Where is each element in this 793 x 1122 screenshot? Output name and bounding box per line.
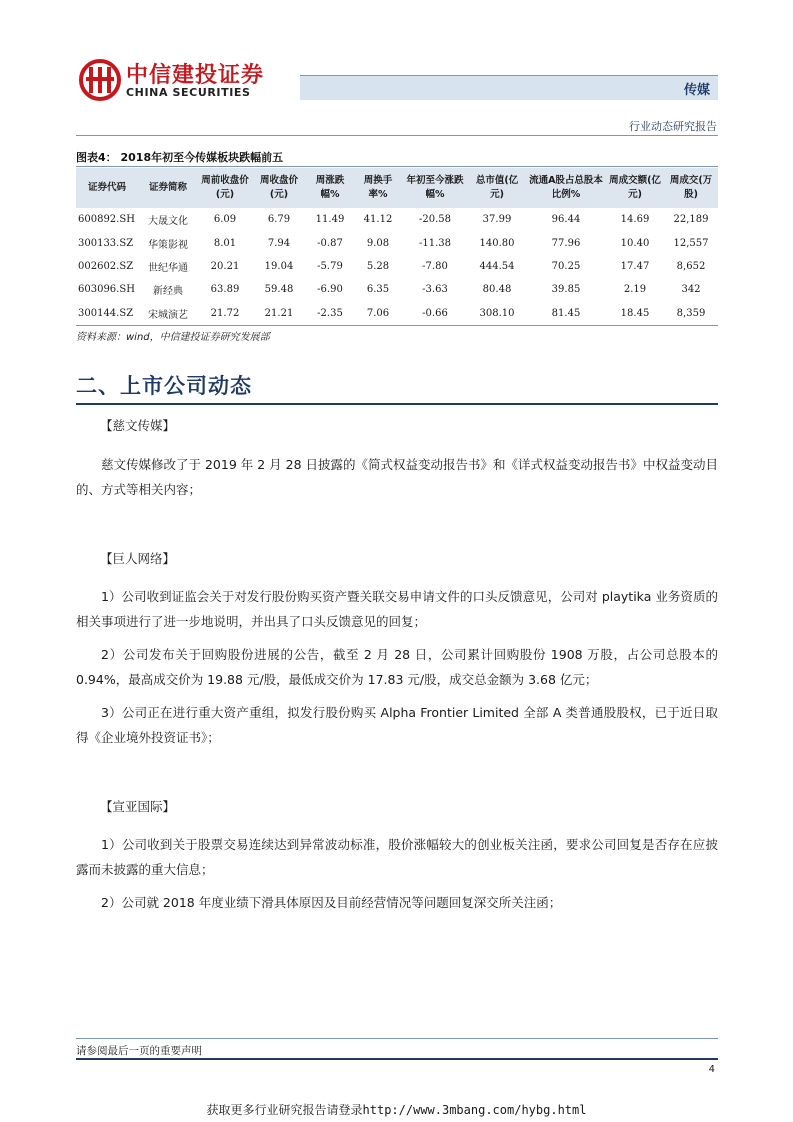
report-type: 行业动态研究报告 bbox=[629, 120, 717, 133]
logo-english-name: CHINA SECURITIES bbox=[126, 86, 251, 99]
column-header: 流通A股占总股本比例% bbox=[529, 175, 603, 200]
table-cell: 8.01 bbox=[213, 237, 237, 249]
table-cell: 20.21 bbox=[210, 260, 240, 272]
figure-source: 资料来源：wind，中信建投证券研究发展部 bbox=[76, 332, 270, 343]
table-cell: 8,359 bbox=[676, 307, 706, 319]
table-cell: -11.38 bbox=[418, 237, 451, 249]
logo-chinese-name: 中信建投证券 bbox=[126, 63, 265, 88]
page-number: 4 bbox=[708, 1064, 715, 1075]
table-cell: 70.25 bbox=[551, 260, 581, 272]
table-cell: 22,189 bbox=[673, 214, 709, 226]
table-row bbox=[76, 302, 718, 325]
table-cell: 11.49 bbox=[315, 214, 345, 226]
table-cell: 18.45 bbox=[620, 307, 650, 319]
table-row bbox=[76, 278, 718, 301]
column-header: 周成交额(亿元) bbox=[609, 175, 661, 200]
table-cell: 6.35 bbox=[366, 284, 390, 296]
table-cell: 21.21 bbox=[264, 307, 294, 319]
table-cell: 新经典 bbox=[153, 286, 183, 298]
figure-title: 图表4： 2018年初至今传媒板块跌幅前五 bbox=[76, 151, 284, 164]
table-cell: 37.99 bbox=[482, 214, 512, 226]
table-cell: 140.80 bbox=[479, 237, 515, 249]
paragraph: 1）公司收到证监会关于对发行股份购买资产暨关联交易申请文件的口头反馈意见，公司对 playtika 业务资质的相关事项进行了进一步地说明，并出具了口头反馈意见的回复； bbox=[76, 589, 718, 629]
column-header: 周成交(万股) bbox=[669, 175, 713, 200]
table-cell: 5.28 bbox=[366, 260, 390, 272]
table-cell: 603096.SH bbox=[78, 284, 135, 296]
table-cell: 6.09 bbox=[213, 214, 237, 226]
table-cell: 21.72 bbox=[210, 307, 240, 319]
column-header: 周收盘价(元) bbox=[259, 175, 298, 200]
company-heading: 【巨人网络】 bbox=[100, 551, 176, 566]
column-header: 证券简称 bbox=[148, 182, 187, 193]
table-row bbox=[76, 255, 718, 278]
table-cell: 12,557 bbox=[673, 237, 709, 249]
citic-logo-icon bbox=[78, 58, 122, 102]
table-cell: -2.35 bbox=[317, 307, 343, 319]
paragraph: 1）公司收到关于股票交易连续达到异常波动标准，股价涨幅较大的创业板关注函，要求公司回复是否存在应披露而未披露的重大信息； bbox=[76, 837, 718, 877]
table-cell: 华策影视 bbox=[148, 239, 188, 251]
section-title: 二、上市公司动态 bbox=[76, 374, 252, 398]
section-divider bbox=[76, 403, 718, 405]
table-cell: 2.19 bbox=[623, 284, 647, 296]
table-cell: 002602.SZ bbox=[78, 260, 134, 272]
table-cell: 7.94 bbox=[267, 237, 291, 249]
table-cell: 300144.SZ bbox=[78, 307, 134, 319]
company-logo bbox=[78, 58, 265, 104]
table-cell: 342 bbox=[681, 284, 701, 296]
table-cell: 世纪华通 bbox=[148, 262, 188, 274]
table-cell: -0.66 bbox=[422, 307, 448, 319]
disclaimer-note: 请参阅最后一页的重要声明 bbox=[76, 1045, 202, 1057]
table-header-row bbox=[76, 168, 718, 208]
column-header: 年初至今涨跌幅% bbox=[406, 175, 464, 200]
column-header: 周换手率% bbox=[363, 175, 393, 200]
decline-table bbox=[76, 168, 718, 325]
figure-top-rule bbox=[76, 166, 718, 167]
table-cell: 宋城演艺 bbox=[148, 309, 188, 321]
paragraph: 慈文传媒修改了于 2019 年 2 月 28 日披露的《简式权益变动报告书》和《详式权益变动报告书》中权益变动目的、方式等相关内容； bbox=[76, 457, 719, 497]
table-cell: 6.79 bbox=[267, 214, 291, 226]
table-cell: 10.40 bbox=[620, 237, 650, 249]
column-header: 证券代码 bbox=[87, 182, 126, 193]
table-cell: -6.90 bbox=[317, 284, 343, 296]
table-row bbox=[76, 208, 718, 231]
table-cell: -20.58 bbox=[418, 214, 451, 226]
company-heading: 【宣亚国际】 bbox=[100, 799, 176, 814]
paragraph: 3）公司正在进行重大资产重组，拟发行股份购买 Alpha Frontier Limited 全部 A 类普通股股权，已于近日取得《企业境外投资证书》； bbox=[76, 705, 718, 745]
table-cell: 17.47 bbox=[620, 260, 650, 272]
column-header: 周前收盘价(元) bbox=[201, 175, 249, 200]
table-cell: -0.87 bbox=[317, 237, 343, 249]
table-cell: -7.80 bbox=[422, 260, 448, 272]
company-heading: 【慈文传媒】 bbox=[100, 418, 176, 433]
table-cell: 8,652 bbox=[676, 260, 706, 272]
table-cell: 300133.SZ bbox=[78, 237, 134, 249]
table-cell: 14.69 bbox=[620, 214, 650, 226]
header-divider bbox=[76, 135, 718, 136]
table-cell: 80.48 bbox=[482, 284, 512, 296]
table-cell: 77.96 bbox=[551, 237, 581, 249]
table-cell: 59.48 bbox=[264, 284, 294, 296]
table-cell: 444.54 bbox=[479, 260, 515, 272]
column-header: 周涨跌幅% bbox=[315, 175, 345, 200]
table-cell: 9.08 bbox=[366, 237, 390, 249]
table-cell: 63.89 bbox=[210, 284, 240, 296]
table-cell: -5.79 bbox=[317, 260, 343, 272]
table-cell: 7.06 bbox=[366, 307, 390, 319]
table-bottom-rule bbox=[76, 325, 718, 326]
paragraph: 2）公司发布关于回购股份进展的公告，截至 2 月 28 日，公司累计回购股份 1908 万股，占公司总股本的 0.94%，最高成交价为 19.88 元/股，最低成交价为 17.83 元/股，成交总金额为 3.68 亿元； bbox=[76, 647, 718, 687]
table-cell: 19.04 bbox=[264, 260, 294, 272]
paragraph: 2）公司就 2018 年度业绩下滑具体原因及目前经营情况等问题回复深交所关注函； bbox=[101, 895, 562, 910]
table-cell: 600892.SH bbox=[78, 214, 135, 226]
table-cell: 96.44 bbox=[551, 214, 581, 226]
header-bar bbox=[300, 75, 718, 100]
table-row bbox=[76, 231, 718, 254]
footer-divider bbox=[76, 1038, 718, 1039]
industry-label: 传媒 bbox=[683, 83, 710, 98]
table-cell: -3.63 bbox=[422, 284, 448, 296]
column-header: 总市值(亿元) bbox=[475, 175, 519, 200]
table-cell: 308.10 bbox=[479, 307, 515, 319]
footer-bottom-rule bbox=[76, 1058, 718, 1060]
table-cell: 39.85 bbox=[551, 284, 581, 296]
promo-link[interactable]: 获取更多行业研究报告请登录http://www.3mbang.com/hybg.html bbox=[206, 1103, 587, 1117]
table-cell: 81.45 bbox=[551, 307, 581, 319]
table-cell: 大晟文化 bbox=[148, 216, 188, 228]
table-cell: 41.12 bbox=[363, 214, 393, 226]
